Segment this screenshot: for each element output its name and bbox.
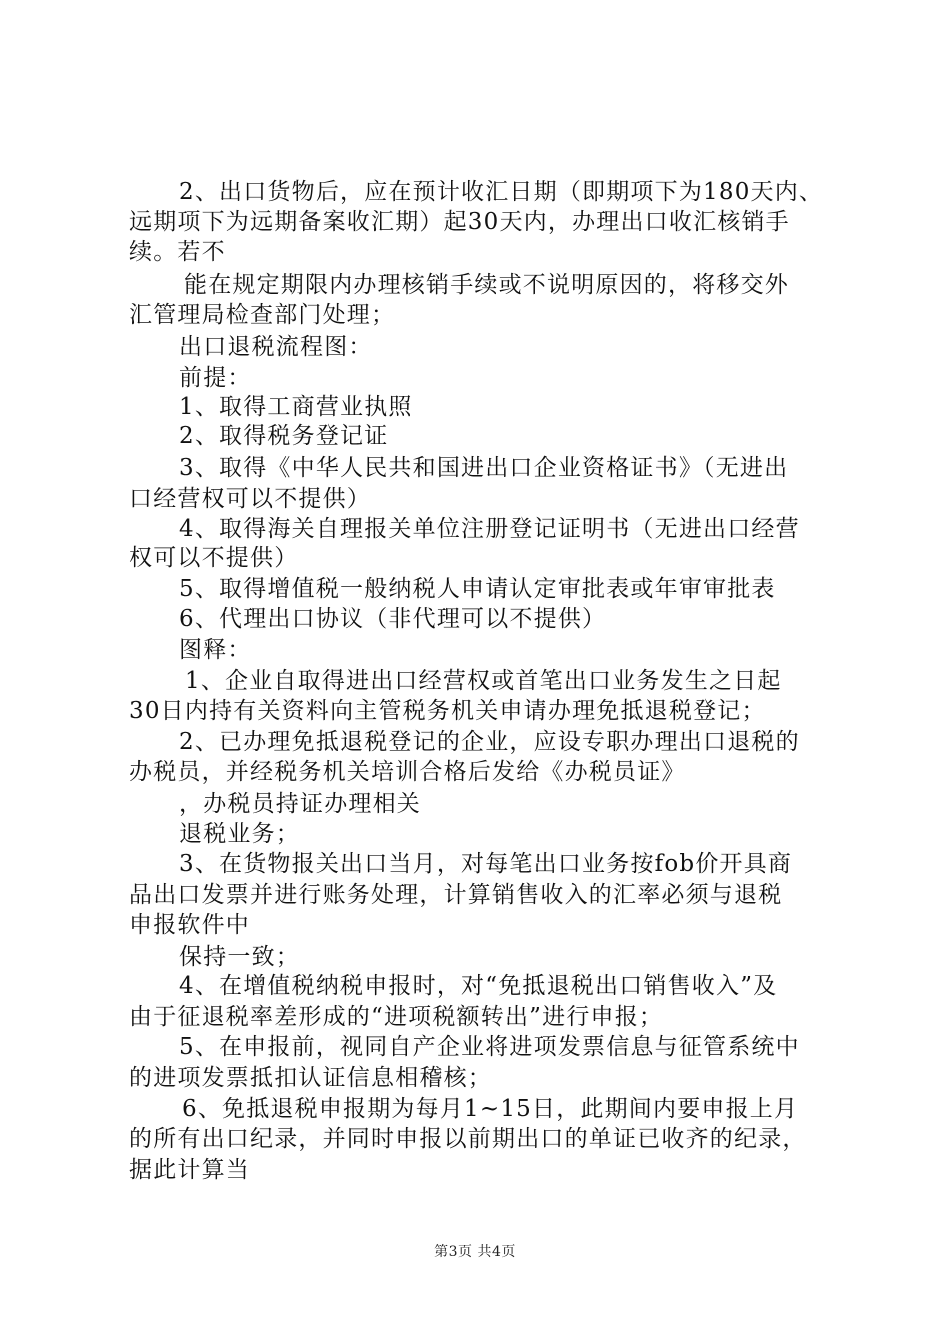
text-line: ，办税员持证办理相关 (179, 791, 421, 817)
text-line: 前提： (179, 365, 252, 391)
text-line: 能在规定期限内办理核销手续或不说明原因的，将移交外 (184, 272, 789, 298)
text-line: 30日内持有关资料向主管税务机关申请办理免抵退税登记； (129, 698, 766, 724)
text-line: 2、已办理免抵退税登记的企业，应设专职办理出口退税的 (179, 729, 800, 755)
text-line: 的所有出口纪录，并同时申报以前期出口的单证已收齐的纪录， (129, 1126, 807, 1152)
text-line: 1、取得工商营业执照 (179, 394, 413, 420)
text-line: 续。若不 (129, 239, 226, 265)
text-line: 口经营权可以不提供） (129, 486, 371, 512)
text-line: 1、企业自取得进出口经营权或首笔出口业务发生之日起 (185, 668, 782, 694)
text-line: 4、在增值税纳税申报时，对“免抵退税出口销售收入”及 (179, 973, 778, 999)
text-line: 6、免抵退税申报期为每月1~15日，此期间内要申报上月 (182, 1096, 799, 1122)
text-line: 办税员，并经税务机关培训合格后发给《办税员证》 (129, 759, 686, 785)
text-line: 出口退税流程图： (179, 334, 373, 360)
text-line: 权可以不提供） (129, 545, 299, 571)
text-line: 据此计算当 (129, 1157, 250, 1183)
text-line: 退税业务； (179, 821, 300, 847)
text-line: 4、取得海关自理报关单位注册登记证明书（无进出口经营 (179, 516, 800, 542)
text-line: 的进项发票抵扣认证信息相稽核； (129, 1065, 492, 1091)
page-number-footer: 第3页 共4页 (434, 1244, 516, 1260)
text-line: 2、出口货物后，应在预计收汇日期（即期项下为180天内、 (179, 179, 824, 205)
text-line: 由于征退税率差形成的“进项税额转出”进行申报； (129, 1004, 664, 1030)
text-line: 远期项下为远期备案收汇期）起30天内，办理出口收汇核销手 (129, 209, 790, 235)
text-line: 申报软件中 (129, 912, 250, 938)
text-line: 保持一致； (179, 944, 300, 970)
text-line: 3、在货物报关出口当月，对每笔出口业务按fob价开具商 (179, 851, 793, 877)
text-line: 5、取得增值税一般纳税人申请认定审批表或年审审批表 (179, 576, 776, 602)
text-line: 2、取得税务登记证 (179, 423, 389, 449)
text-line: 汇管理局检查部门处理； (129, 302, 396, 328)
text-line: 6、代理出口协议（非代理可以不提供） (179, 606, 607, 632)
text-line: 5、在申报前，视同自产企业将进项发票信息与征管系统中 (179, 1034, 800, 1060)
text-line: 品出口发票并进行账务处理，计算销售收入的汇率必须与退税 (129, 882, 783, 908)
text-line: 3、取得《中华人民共和国进出口企业资格证书》（无进出 (179, 455, 789, 481)
text-line: 图释： (179, 637, 252, 663)
